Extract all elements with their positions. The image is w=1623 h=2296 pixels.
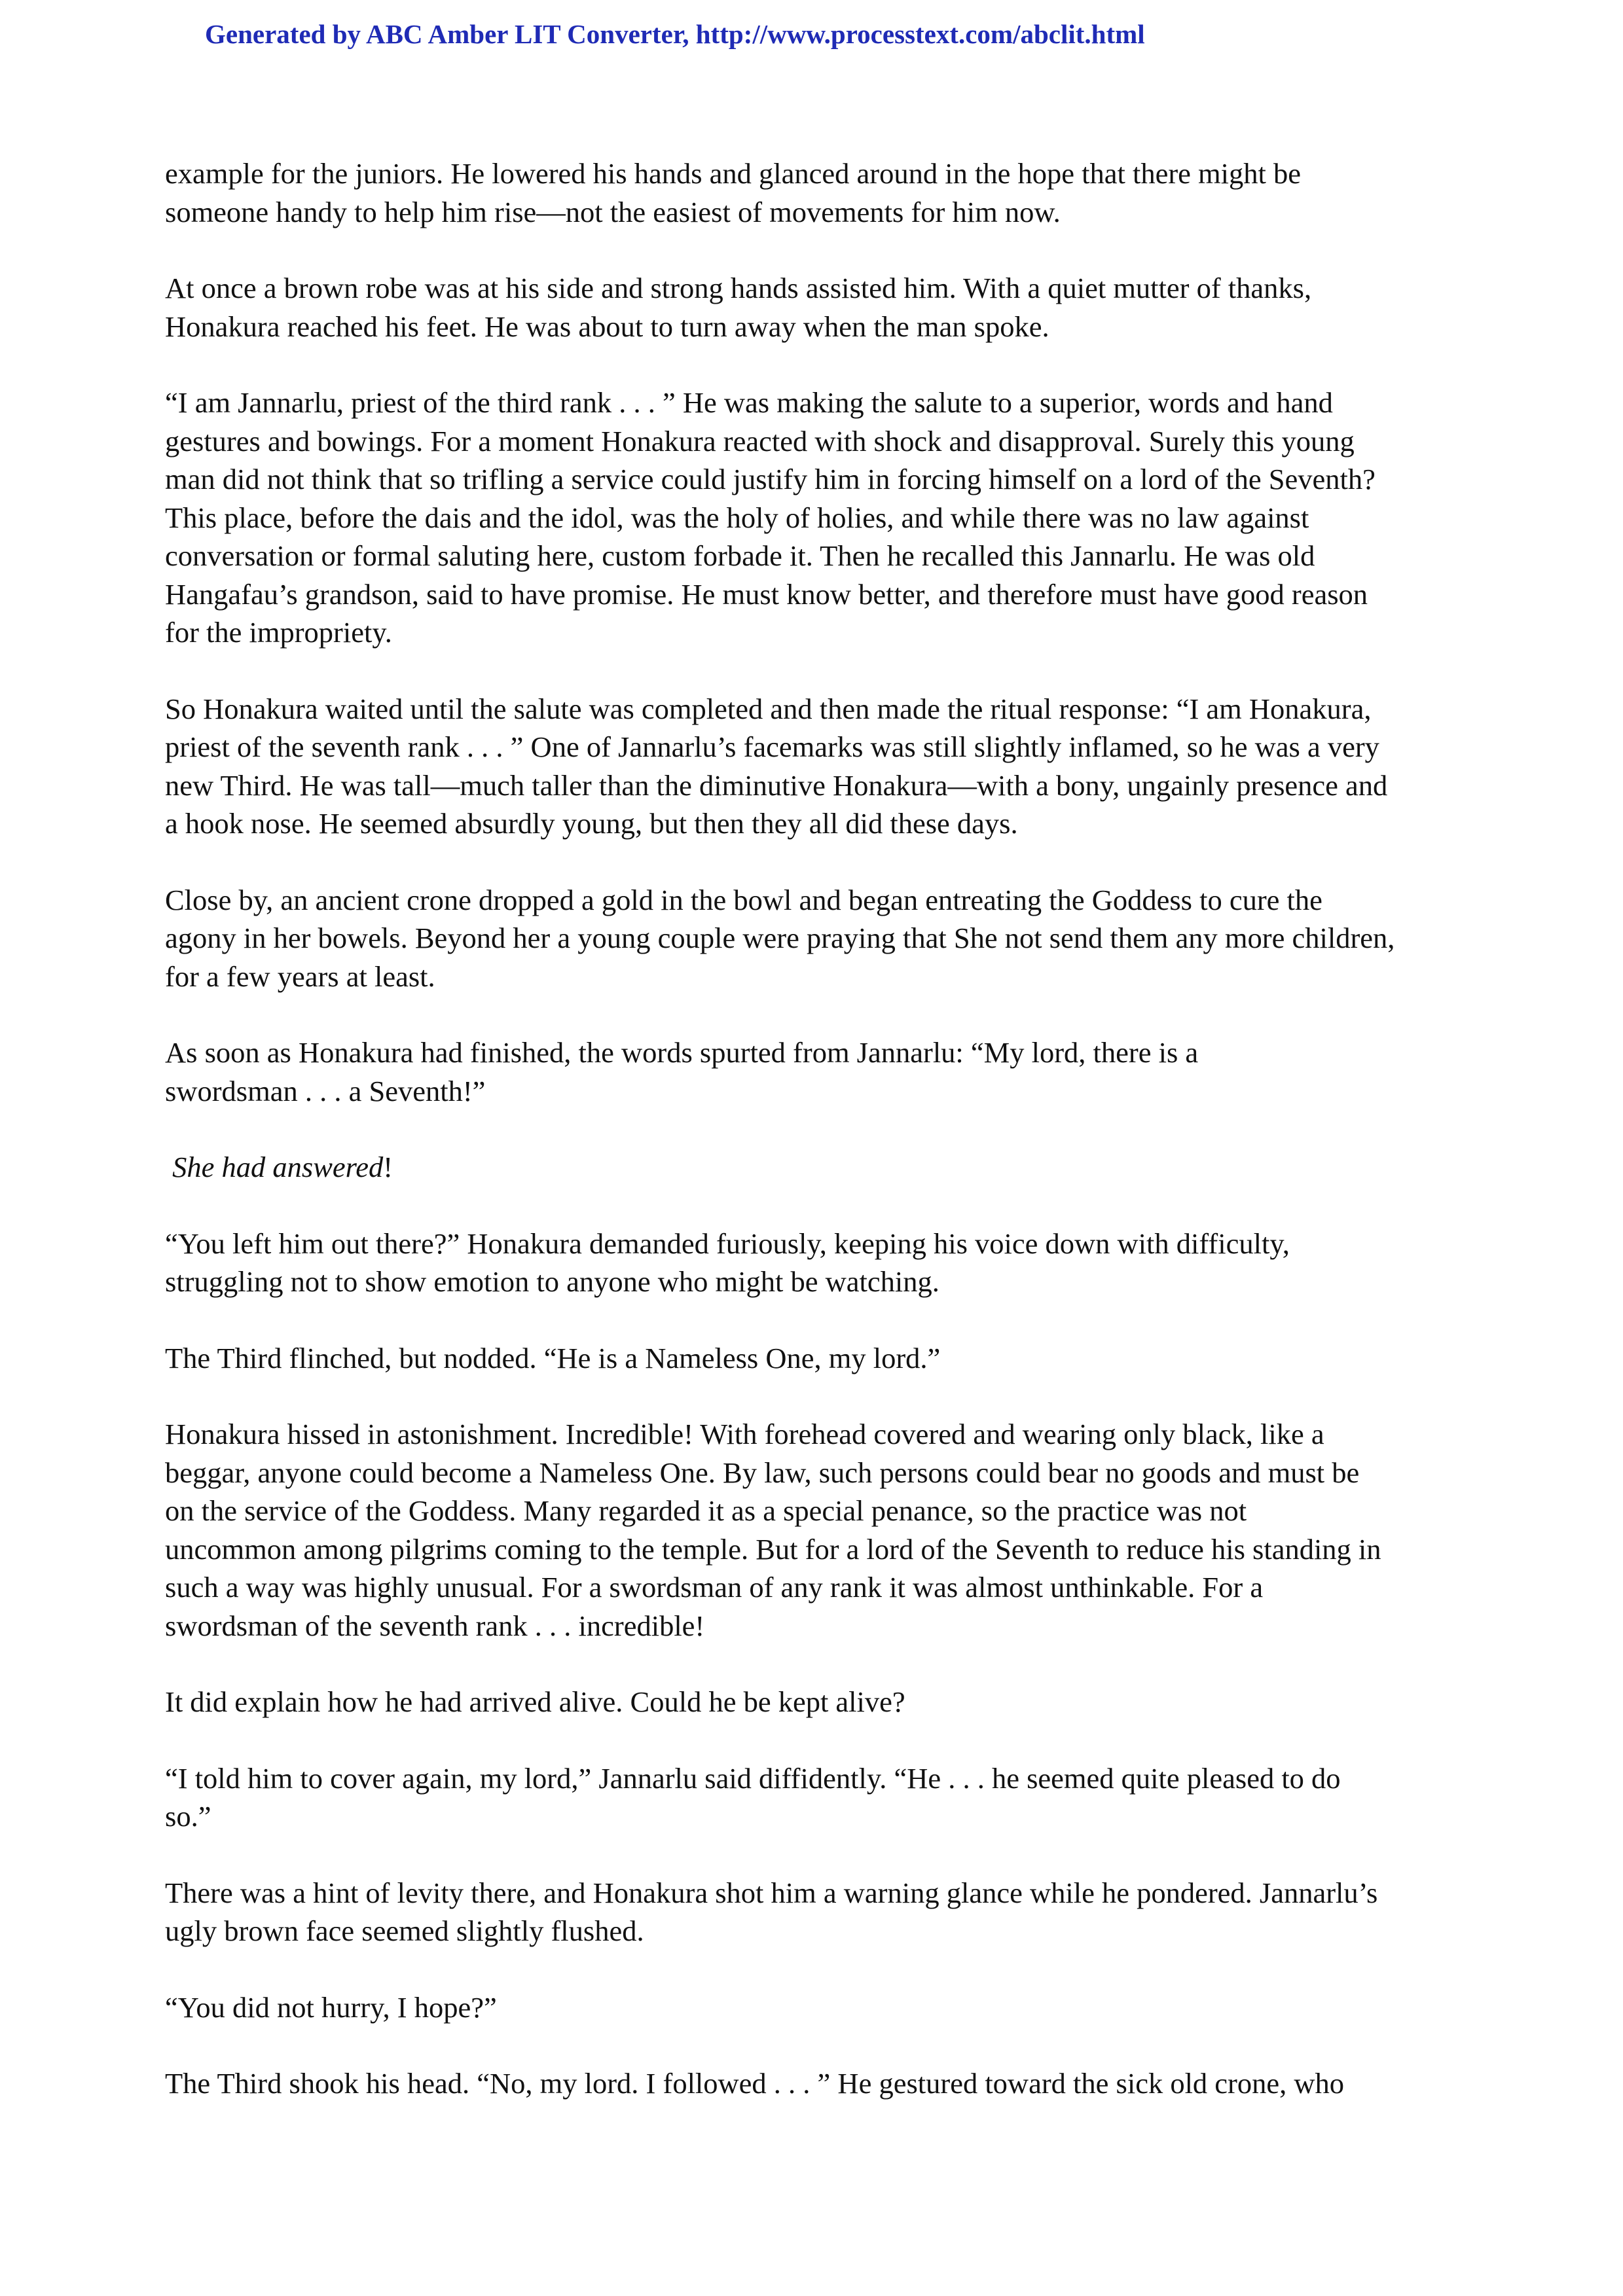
paragraph: At once a brown robe was at his side and strong hands assisted him. With a quiet mutter of thanks, Honakura reached his feet. He was about to turn away when the man spoke.: [165, 272, 1312, 343]
paragraph: The Third flinched, but nodded. “He is a Nameless One, my lord.”: [165, 1341, 941, 1374]
paragraph: As soon as Honakura had finished, the words spurted from Jannarlu: “My lord, there is a swordsman . . . a Seventh!”: [165, 1036, 1199, 1107]
book-text: [165, 154, 1468, 2103]
paragraph: The Third shook his head. “No, my lord. I followed . . . ” He gestured toward the sick old crone, who: [165, 2067, 1345, 2100]
paragraph: So Honakura waited until the salute was completed and then made the ritual response: “I am Honakura, priest of the seventh rank . . . ” One of Jannarlu’s facemarks was still slightly inflamed, so he was a very new Third. He was tall—much taller than the diminutive Honakura—with a bony, ungainly presence and a hook nose. He seemed absurdly young, but then they all did these days.: [165, 692, 1388, 840]
italic-phrase: She had answered: [172, 1151, 384, 1183]
paragraph: There was a hint of levity there, and Honakura shot him a warning glance while he pondered. Jannarlu’s ugly brown face seemed slightly flushed.: [165, 1876, 1378, 1947]
paragraph-italic-emphasis: [165, 1148, 1468, 1187]
paragraph: It did explain how he had arrived alive. Could he be kept alive?: [165, 1685, 905, 1718]
paragraph: Honakura hissed in astonishment. Incredible! With forehead covered and wearing only black, like a beggar, anyone could become a Nameless One. By law, such persons could bear no goods and must be on the service of the Goddess. Many regarded it as a special penance, so the practice was not uncommon among pilgrims coming to the temple. But for a lord of the Seventh to reduce his standing in such a way was highly unusual. For a swordsman of any rank it was almost unthinkable. For a swordsman of the seventh rank . . . incredible!: [165, 1418, 1381, 1642]
paragraph: “I am Jannarlu, priest of the third rank . . . ” He was making the salute to a superior, words and hand gestures and bowings. For a moment Honakura reacted with shock and disapproval. Surely this young man did not think that so trifling a service could justify him in forcing himself on a lord of the Seventh? This place, before the dais and the idol, was the holy of holies, and while there was no law against conversation or formal saluting here, custom forbade it. Then he recalled this Jannarlu. He was old Hangafau’s grandson, said to have promise. He must know better, and therefore must have good reason for the impropriety.: [165, 386, 1376, 649]
converter-header-link[interactable]: Generated by ABC Amber LIT Converter, http://www.processtext.com/abclit.html: [205, 19, 1145, 49]
exclamation: !: [383, 1151, 393, 1183]
paragraph: example for the juniors. He lowered his hands and glanced around in the hope that there might be someone handy to help him rise—not the easiest of movements for him now.: [165, 157, 1301, 228]
paragraph: “I told him to cover again, my lord,” Jannarlu said diffidently. “He . . . he seemed quite pleased to do so.”: [165, 1761, 1341, 1833]
paragraph: Close by, an ancient crone dropped a gold in the bowl and began entreating the Goddess to cure the agony in her bowels. Beyond her a young couple were praying that She not send them any more children, for a few years at least.: [165, 883, 1395, 993]
paragraph: “You did not hurry, I hope?”: [165, 1990, 497, 2024]
paragraph: “You left him out there?” Honakura demanded furiously, keeping his voice down with difficulty, struggling not to show emotion to anyone who might be watching.: [165, 1227, 1290, 1298]
